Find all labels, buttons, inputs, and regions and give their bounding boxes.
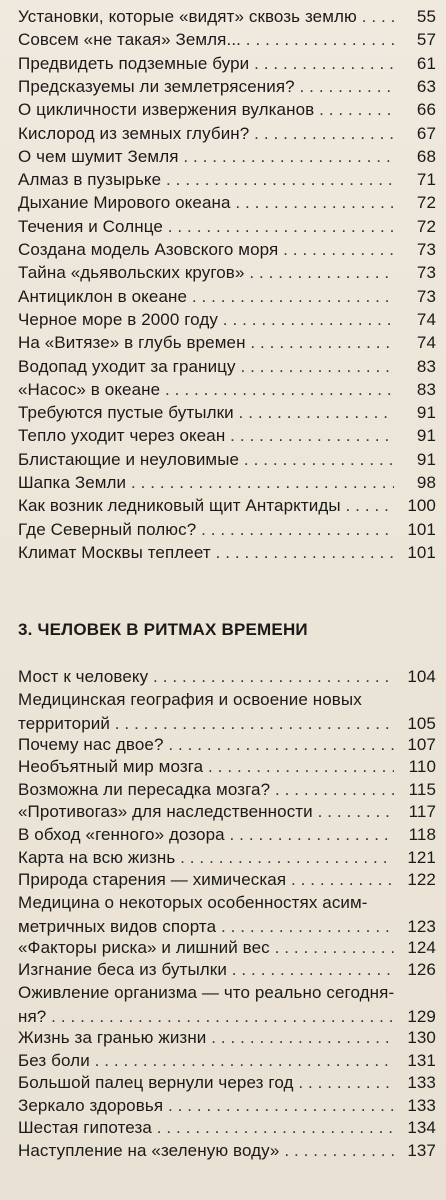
toc-entry-page-number: 101 <box>407 542 436 562</box>
toc-entry-page-number: 74 <box>416 333 436 353</box>
toc-entry <box>18 123 436 145</box>
toc-entry <box>18 472 436 494</box>
toc-entry-title: Создана модель Азовского моря . . . <box>18 239 394 261</box>
toc-entry <box>18 666 436 688</box>
toc-entry-page-number: 72 <box>416 193 436 213</box>
toc-entry-page-number: 133 <box>407 1073 436 1093</box>
toc-entry-title: «Противогаз» для наследственности . . . <box>18 801 394 823</box>
toc-entry <box>18 869 436 891</box>
toc-entry <box>18 332 436 354</box>
toc-entry <box>18 892 436 938</box>
toc-entry <box>18 449 436 471</box>
toc-entry <box>18 402 436 424</box>
toc-entry <box>18 937 436 959</box>
toc-entry-title: Мост к человеку . . . <box>18 666 394 688</box>
toc-entry-page-number: 71 <box>416 170 436 190</box>
toc-entry-page-number: 110 <box>408 757 436 777</box>
toc-entry <box>18 824 436 846</box>
toc-entry-page-number: 137 <box>407 1141 436 1160</box>
toc-entry-title: Тепло уходит через океан . . . <box>18 425 394 447</box>
toc-entry-page-number: 117 <box>408 802 436 822</box>
toc-entry-page-number: 73 <box>416 240 436 259</box>
toc-entry-title: О цикличности извержения вулканов . . . <box>18 99 394 121</box>
toc-entry <box>18 779 436 801</box>
toc-entry-page-number: 91 <box>416 403 436 423</box>
toc-entry-page-number: 134 <box>407 1118 436 1138</box>
toc-entry-page-number: 126 <box>407 960 436 980</box>
toc-entry-page-number: 68 <box>416 146 436 166</box>
toc-entry <box>18 146 436 168</box>
toc-entry-title: Алмаз в пузырьке . . . <box>18 169 394 191</box>
toc-entry-title: Водопад уходит за границу . . . <box>18 356 394 378</box>
toc-entry <box>18 425 436 447</box>
toc-entry-title: «Насос» в океане . . . <box>18 379 394 401</box>
toc-entry-page-number: 73 <box>416 286 436 306</box>
toc-entry-page-number: 63 <box>416 76 436 96</box>
toc-entry-title: О чем шумит Земля . . . <box>18 146 394 168</box>
toc-entry <box>18 29 436 51</box>
toc-entry-page-number: 73 <box>416 263 436 283</box>
toc-entry-title: Карта на всю жизнь . . . <box>18 847 394 869</box>
toc-entry-title: Кислород из земных глубин? . . . <box>18 123 394 145</box>
toc-entry-page-number: 133 <box>407 1095 436 1115</box>
toc-entry-page-number: 67 <box>416 123 436 143</box>
toc-entry <box>18 1095 436 1117</box>
toc-entry-title: «Факторы риска» и лишний вес . . . <box>18 937 394 959</box>
toc-entry-title: Течения и Солнце . . . <box>18 216 394 238</box>
toc-entry-page-number: 122 <box>407 870 436 890</box>
toc-entry-page-number: 130 <box>407 1028 436 1047</box>
toc-entry-page-number: 83 <box>416 356 436 376</box>
toc-entry-page-number: 101 <box>407 519 436 539</box>
toc-entry-title: Необъятный мир мозга . . . <box>18 756 394 778</box>
toc-entry-title: Тайна «дьявольских кругов» . . . <box>18 262 394 284</box>
toc-entry-title: Жизнь за гранью жизни . . . <box>18 1027 394 1049</box>
toc-entry-title: На «Витязе» в глубь времен . . . <box>18 332 394 354</box>
toc-entry-page-number: 131 <box>407 1050 436 1070</box>
toc-entry-page-number: 115 <box>408 779 436 799</box>
toc-entry <box>18 286 436 308</box>
toc-entry <box>18 76 436 98</box>
toc-entry-title: В обход «генного» дозора . . . <box>18 824 394 846</box>
toc-entry <box>18 216 436 238</box>
toc-entry-page-number: 100 <box>407 496 436 516</box>
toc-entry <box>18 309 436 331</box>
toc-entry-page-number: 83 <box>416 379 436 399</box>
toc-entry <box>18 495 436 517</box>
toc-entry <box>18 1072 436 1094</box>
toc-entry-title-first-line: Оживление организма — что реально сегодня- <box>18 983 395 1002</box>
toc-entry-title: Предвидеть подземные бури . . . <box>18 53 394 75</box>
toc-entry-page-number: 118 <box>408 825 436 844</box>
toc-entry-title: Изгнание беса из бутылки . . . <box>18 959 394 981</box>
toc-entry-page-number: 121 <box>407 847 436 867</box>
toc-entry-title: Блистающие и неуловимые . . . <box>18 449 394 471</box>
toc-entry-title: ня? . . . <box>18 1006 394 1028</box>
toc-entry-title-first-line: Медицинская география и освоение новых <box>18 689 362 709</box>
toc-entry-title: Совсем «не такая» Земля... . . . <box>18 29 394 51</box>
toc-entry-title: территорий . . . <box>18 713 394 735</box>
toc-entry-page-number: 107 <box>407 734 436 754</box>
toc-entry <box>18 847 436 869</box>
toc-entry-title: Антициклон в океане . . . <box>18 286 394 308</box>
toc-entry-title-first-line: Медицина о некоторых особенностях асим- <box>18 892 368 912</box>
toc-entry <box>18 756 436 778</box>
toc-entry-page-number: 91 <box>416 426 436 446</box>
toc-entry-page-number: 105 <box>407 713 436 733</box>
toc-entry-page-number: 66 <box>416 100 436 120</box>
toc-entry <box>18 192 436 214</box>
toc-entry <box>18 6 436 28</box>
toc-entry <box>18 519 436 541</box>
toc-entry-title: Шапка Земли . . . <box>18 472 394 494</box>
toc-entry-title: Без боли . . . <box>18 1050 394 1072</box>
toc-entry-title: Предсказуемы ли землетрясения? . . . <box>18 76 394 98</box>
toc-entry-title: Возможна ли пересадка мозга? . . . <box>18 779 394 801</box>
toc-entry-page-number: 72 <box>416 216 436 236</box>
toc-entry <box>18 1117 436 1139</box>
toc-entry-title: Шестая гипотеза . . . <box>18 1117 394 1139</box>
toc-entry <box>18 959 436 981</box>
toc-entry-page-number: 55 <box>416 7 436 26</box>
toc-entry <box>18 99 436 121</box>
toc-entry <box>18 1027 436 1049</box>
toc-entry-title: метричных видов спорта . . . <box>18 916 394 938</box>
toc-entry-page-number: 74 <box>416 309 436 329</box>
toc-entry-title: Наступление на «зеленую воду» . . . <box>18 1140 394 1162</box>
toc-entry-page-number: 129 <box>407 1007 436 1026</box>
toc-entry-title: Природа старения — химическая . . . <box>18 869 394 891</box>
toc-entry <box>18 262 436 284</box>
toc-entry-page-number: 123 <box>407 916 436 936</box>
toc-entry-page-number: 61 <box>416 53 436 73</box>
toc-entry-title: Черное море в 2000 году . . . <box>18 309 394 331</box>
toc-entry <box>18 542 436 564</box>
toc-entry-title: Почему нас двое? . . . <box>18 734 394 756</box>
toc-entry <box>18 801 436 823</box>
toc-entry-page-number: 124 <box>407 937 436 957</box>
toc-entry-page-number: 91 <box>416 449 436 469</box>
toc-entry <box>18 1050 436 1072</box>
toc-entry <box>18 1140 436 1162</box>
toc-entry-title: Зеркало здоровья . . . <box>18 1095 394 1117</box>
section-heading: 3. ЧЕЛОВЕК В РИТМАХ ВРЕМЕНИ <box>18 620 308 639</box>
toc-entry-page-number: 98 <box>416 473 436 492</box>
toc-entry <box>18 379 436 401</box>
toc-entry-page-number: 104 <box>407 667 436 686</box>
toc-entry-page-number: 57 <box>416 30 436 50</box>
toc-entry <box>18 169 436 191</box>
toc-entry <box>18 734 436 756</box>
toc-entry-title: Требуются пустые бутылки . . . <box>18 402 394 424</box>
toc-entry-title: Климат Москвы теплеет . . . <box>18 542 394 564</box>
toc-entry <box>18 982 436 1028</box>
toc-entry-title: Установки, которые «видят» сквозь землю . . . <box>18 6 394 28</box>
toc-entry <box>18 689 436 735</box>
toc-entry <box>18 239 436 261</box>
toc-entry-title: Дыхание Мирового океана . . . <box>18 192 394 214</box>
toc-entry-title: Где Северный полюс? . . . <box>18 519 394 541</box>
toc-entry-title: Большой палец вернули через год . . . <box>18 1072 394 1094</box>
toc-entry <box>18 53 436 75</box>
toc-entry-title: Как возник ледниковый щит Антарктиды . . . <box>18 495 394 517</box>
toc-entry <box>18 356 436 378</box>
